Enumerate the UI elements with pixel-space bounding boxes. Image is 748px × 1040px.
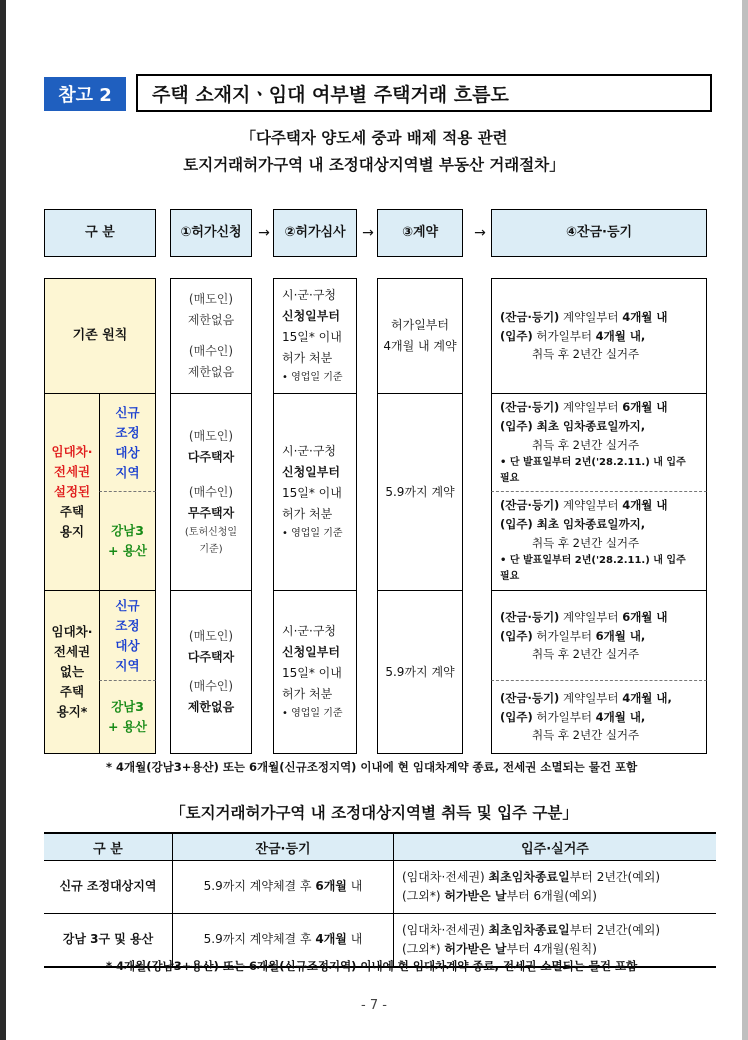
text-line: 제한없음 bbox=[187, 700, 235, 714]
text-line: (매수인) bbox=[188, 484, 234, 499]
acquisition-table bbox=[44, 832, 716, 968]
text-line: 4개월 내 계약 bbox=[383, 339, 457, 353]
arrow-icon: → bbox=[362, 225, 374, 241]
label-line: 조정 bbox=[115, 424, 140, 440]
text-line: (매도인) bbox=[188, 629, 234, 643]
label-line: 조정 bbox=[115, 617, 140, 633]
reference-badge: 참고 2 bbox=[44, 77, 126, 111]
text-line: 허가 처분 bbox=[282, 507, 333, 522]
text-line: (잔금·등기) 계약일부터 4개월 내 bbox=[500, 498, 668, 513]
text-line: (매수인) bbox=[188, 679, 234, 693]
text-line: 취득 후 2년간 실거주 bbox=[532, 347, 640, 362]
label-line: 주택 bbox=[59, 504, 85, 519]
table-header: 구 분 bbox=[44, 833, 173, 861]
row-label-leased bbox=[44, 393, 100, 591]
text-line: • 영업일 기준 bbox=[282, 372, 343, 384]
label-line: 대상 bbox=[115, 637, 140, 653]
table2-title: 「토지거래허가구역 내 조정대상지역별 취득 및 입주 구분」 bbox=[170, 804, 578, 822]
text-line: 15일* 이내 bbox=[282, 330, 342, 345]
sub-label-new-region bbox=[99, 590, 156, 681]
subtitle-line2: 토지거래허가구역 내 조정대상지역별 부동산 거래절차」 bbox=[183, 156, 565, 174]
document-page bbox=[6, 0, 742, 1040]
label-line: 용지 bbox=[59, 524, 85, 539]
text-line: 시·군·구청 bbox=[282, 288, 336, 303]
text-line: • 단 발표일부터 2년('28.2.11.) 내 입주 필요 bbox=[500, 456, 686, 485]
table-row bbox=[44, 861, 716, 914]
text-line: 취득 후 2년간 실거주 bbox=[532, 728, 640, 743]
page-edge bbox=[742, 0, 748, 1040]
pay-leased-new bbox=[491, 393, 707, 492]
text-line: (입주) 최초 임차종료일까지, bbox=[500, 419, 646, 434]
text-line: 무주택자 bbox=[187, 505, 235, 520]
text-line: 허가 처분 bbox=[282, 687, 333, 702]
review-leased bbox=[273, 393, 357, 591]
label-line: 강남3 bbox=[111, 699, 144, 714]
header-step2: ②허가심사 bbox=[273, 209, 357, 257]
text-line: (입주) 허가일부터 6개월 내, bbox=[500, 628, 646, 643]
text-line: 취득 후 2년간 실거주 bbox=[532, 647, 640, 662]
apply-leased bbox=[170, 393, 252, 591]
label-line: 신규 bbox=[115, 404, 140, 420]
table-cell-pay: 5.9까지 계약체결 후 6개월 내 bbox=[173, 861, 394, 914]
text-line: 취득 후 2년간 실거주 bbox=[532, 437, 640, 452]
table-header: 잔금·등기 bbox=[173, 833, 394, 861]
text-line: 허가 처분 bbox=[282, 351, 333, 366]
table-cell-move: (임대차·전세권) 최초임차종료일부터 2년간(예외) (그외*) 허가받은 날부터 4개월(원칙) bbox=[394, 914, 717, 968]
row-label-basic: 기존 원칙 bbox=[44, 278, 156, 394]
label-line: 전세권 bbox=[53, 644, 91, 659]
subtitle-line1: 「다주택자 양도세 중과 배제 적용 관련 bbox=[240, 129, 508, 147]
pay-leased-gangnam bbox=[491, 491, 707, 591]
contract-unleased: 5.9까지 계약 bbox=[377, 590, 463, 754]
sub-label-gangnam bbox=[99, 491, 156, 591]
text-line: 15일* 이내 bbox=[282, 486, 342, 501]
header-step4: ④잔금·등기 bbox=[491, 209, 707, 257]
text-line: 다주택자 bbox=[187, 449, 235, 464]
label-line: 설정된 bbox=[53, 484, 91, 499]
label-line: 지역 bbox=[115, 464, 140, 480]
header-step1: ①허가신청 bbox=[170, 209, 252, 257]
apply-unleased bbox=[170, 590, 252, 754]
text-line: 시·군·구청 bbox=[282, 444, 336, 459]
label-line: 지역 bbox=[115, 657, 140, 673]
text-line: (매도인) bbox=[188, 292, 234, 306]
text-line: 제한없음 bbox=[187, 313, 235, 327]
text-line: (입주) 허가일부터 4개월 내, bbox=[500, 709, 646, 724]
page-number: - 7 - bbox=[361, 998, 387, 1013]
text-line: (잔금·등기) 계약일부터 6개월 내 bbox=[500, 609, 668, 624]
text-line: 제한없음 bbox=[187, 365, 235, 379]
sub-label-gangnam bbox=[99, 680, 156, 754]
header-category: 구 분 bbox=[44, 209, 156, 257]
text-line: (잔금·등기) 계약일부터 4개월 내 bbox=[500, 309, 668, 324]
text-line: 신청일부터 bbox=[282, 645, 340, 660]
text-line: • 단 발표일부터 2년('28.2.11.) 내 입주 필요 bbox=[500, 554, 686, 583]
text-line: 허가일부터 bbox=[391, 318, 449, 332]
text-line: (매수인) bbox=[188, 344, 234, 358]
footnote: * 4개월(강남3+용산) 또는 6개월(신규조정지역) 이내에 현 임대차계약 종료, 전세권 소멸되는 물건 포함 bbox=[106, 959, 638, 973]
label-line: 없는 bbox=[59, 664, 85, 679]
label-line: 대상 bbox=[115, 444, 140, 460]
label-line: 주택 bbox=[59, 684, 85, 699]
text-line: • 영업일 기준 bbox=[282, 528, 343, 540]
arrow-icon: → bbox=[258, 225, 270, 241]
sub-label-new-region bbox=[99, 393, 156, 492]
text-line: 신청일부터 bbox=[282, 309, 340, 324]
pay-basic bbox=[491, 278, 707, 394]
label-line: 신규 bbox=[115, 597, 140, 613]
contract-basic bbox=[377, 278, 463, 394]
text-line: 기준) bbox=[199, 544, 223, 555]
apply-basic bbox=[170, 278, 252, 394]
review-unleased bbox=[273, 590, 357, 754]
text-line: (매도인) bbox=[188, 428, 234, 443]
page-title: 주택 소재지ㆍ임대 여부별 주택거래 흐름도 bbox=[136, 74, 712, 112]
label-line: + 용산 bbox=[108, 719, 147, 734]
text-line: 다주택자 bbox=[187, 650, 235, 664]
table-header: 입주·실거주 bbox=[394, 833, 717, 861]
table-cell-area: 신규 조정대상지역 bbox=[44, 861, 173, 914]
text-line: 신청일부터 bbox=[282, 465, 340, 480]
label-line: + 용산 bbox=[108, 543, 147, 558]
text-line: (토허신청일 bbox=[184, 526, 238, 538]
label-line: 임대차· bbox=[51, 624, 93, 639]
footnote: * 4개월(강남3+용산) 또는 6개월(신규조정지역) 이내에 현 임대차계약 종료, 전세권 소멸되는 물건 포함 bbox=[106, 760, 638, 774]
contract-leased: 5.9까지 계약 bbox=[377, 393, 463, 591]
text-line: (잔금·등기) 계약일부터 4개월 내, bbox=[500, 690, 672, 705]
text-line: • 영업일 기준 bbox=[282, 708, 343, 720]
table-cell-move: (임대차·전세권) 최초임차종료일부터 2년간(예외) (그외*) 허가받은 날부터 6개월(예외) bbox=[394, 861, 717, 914]
text-line: 취득 후 2년간 실거주 bbox=[532, 535, 640, 550]
row-label-unleased bbox=[44, 590, 100, 754]
review-basic bbox=[273, 278, 357, 394]
text-line: (입주) 최초 임차종료일까지, bbox=[500, 517, 646, 532]
label-line: 전세권 bbox=[53, 464, 91, 479]
label-line: 용지* bbox=[56, 704, 88, 719]
pay-unleased-gangnam bbox=[491, 680, 707, 754]
label-line: 임대차· bbox=[51, 444, 93, 459]
text-line: 15일* 이내 bbox=[282, 666, 342, 681]
table-header-row bbox=[44, 833, 716, 861]
table-cell-area: 강남 3구 및 용산 bbox=[44, 914, 173, 968]
pay-unleased-new bbox=[491, 590, 707, 681]
label-line: 강남3 bbox=[111, 523, 144, 538]
text-line: (입주) 허가일부터 4개월 내, bbox=[500, 328, 646, 343]
header-step3: ③계약 bbox=[377, 209, 463, 257]
arrow-icon: → bbox=[474, 225, 486, 241]
table-cell-pay: 5.9까지 계약체결 후 4개월 내 bbox=[173, 914, 394, 968]
text-line: 시·군·구청 bbox=[282, 624, 336, 639]
text-line: (잔금·등기) 계약일부터 6개월 내 bbox=[500, 400, 668, 415]
